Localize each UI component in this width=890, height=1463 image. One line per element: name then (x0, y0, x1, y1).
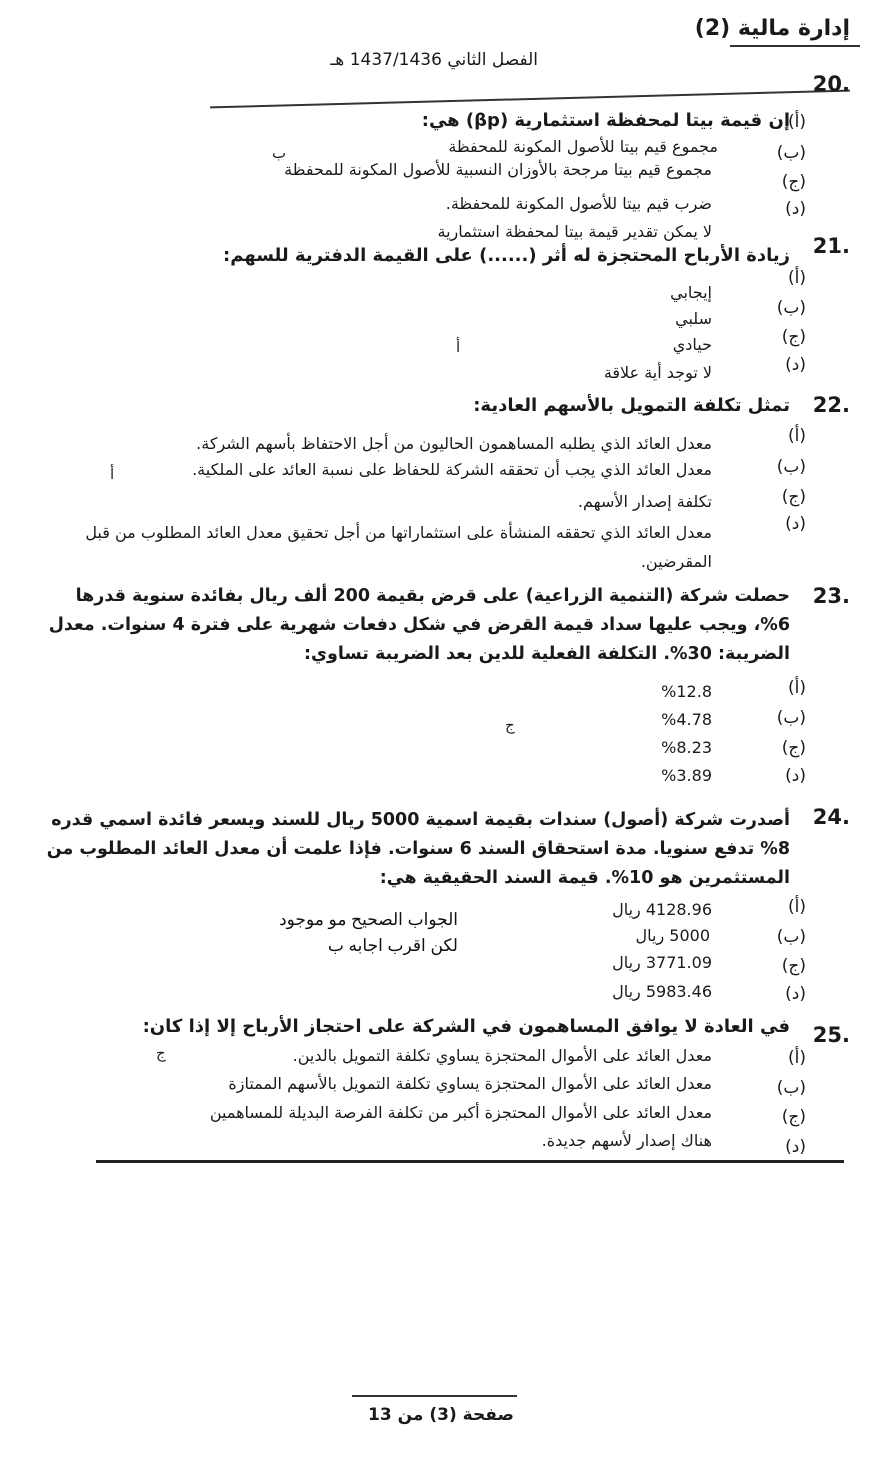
question-21-option-b: سلبي (675, 309, 712, 328)
question-20-option-a: مجموع قيم بيتا للأصول المكونة للمحفظة (448, 137, 718, 156)
question-25-option-a-letter: (أ) (787, 1048, 806, 1068)
question-23-option-a: %12.8 (661, 682, 712, 701)
question-24-option-a: 4128.96 ريال (612, 900, 712, 919)
question-23-option-c-letter: (ج) (781, 738, 806, 758)
question-20-text: إن قيمة بيتا لمحفظة استثمارية (βp) هي: (421, 110, 790, 131)
question-23-number: 23. (812, 584, 850, 608)
question-22-option-b-letter: (ب) (776, 457, 806, 477)
question-21-handwritten-answer: أ (456, 338, 461, 356)
question-24-option-c: 3771.09 ريال (612, 953, 712, 972)
page-number-label: صفحة (3) من 13 (368, 1405, 514, 1425)
question-20-option-b-letter: (ب) (776, 143, 806, 163)
question-23-option-d-letter: (د) (785, 766, 806, 786)
question-23-option-b: %4.78 (661, 710, 712, 729)
question-20-handwritten-answer: ب (272, 144, 287, 162)
header-rule (210, 90, 850, 109)
question-23-option-d: %3.89 (661, 766, 712, 785)
question-22-option-a: معدل العائد الذي يطلبه المساهمون الحاليون من أجل الاحتفاظ بأسهم الشركة. (196, 434, 712, 453)
question-24-option-a-letter: (أ) (787, 897, 806, 917)
question-24-number: 24. (812, 805, 850, 829)
question-25-option-a: معدل العائد على الأموال المحتجزة يساوي تكلفة التمويل بالدين. (292, 1046, 712, 1065)
footer-rule (96, 1160, 844, 1163)
header-top-rule (730, 45, 860, 47)
question-24-text: أصدرت شركة (أصول) سندات بقيمة اسمية 5000 ريال للسند ويسعر فائدة اسمي قدره 8% تدفع سنويا. مدة استحقاق السند 6 سنوات. فإذا علمت أن معدل العائد المطلوب من المستثمرين هو 10%. قيمة السند الحقيقية هي: (46, 810, 790, 888)
question-21-option-a: إيجابي (670, 283, 712, 302)
question-22-text: تمثل تكلفة التمويل بالأسهم العادية: (473, 395, 790, 416)
question-23-option-b-letter: (ب) (776, 708, 806, 728)
question-22-option-d-letter: (د) (785, 514, 806, 534)
question-24-option-b: 5000 ريال (635, 926, 710, 945)
question-25-text: في العادة لا يوافق المساهمون في الشركة على احتجاز الأرباح إلا إذا كان: (142, 1016, 790, 1037)
question-22-option-c: تكلفة إصدار الأسهم. (577, 492, 712, 511)
question-24-option-b-letter: (ب) (776, 927, 806, 947)
question-25-number: 25. (812, 1023, 850, 1047)
question-24-option-d: 5983.46 ريال (612, 982, 712, 1001)
question-21-option-d: لا توجد أية علاقة (603, 363, 712, 382)
question-25-option-c: معدل العائد على الأموال المحتجزة أكبر من تكلفة الفرصة البديلة للمساهمين (209, 1103, 712, 1122)
question-21-option-c-letter: (ج) (781, 327, 806, 347)
question-22-number: 22. (812, 393, 850, 417)
question-20-option-b: مجموع قيم بيتا مرجحة بالأوزان النسبية للأصول المكونة للمحفظة (284, 160, 712, 179)
question-22-option-b: معدل العائد الذي يجب أن تحققه الشركة للحفاظ على نسبة العائد على الملكية. (192, 460, 712, 479)
question-20-option-d: لا يمكن تقدير قيمة بيتا لمحفظة استثمارية (437, 222, 712, 241)
footer-page-rule (352, 1395, 517, 1397)
question-23-option-c: %8.23 (661, 738, 712, 757)
question-25-handwritten-answer: ج (156, 1044, 166, 1062)
question-25-option-d-letter: (د) (785, 1137, 806, 1157)
question-20-option-a-letter: (أ) (787, 112, 806, 132)
question-20-number: 20. (812, 72, 850, 96)
question-23-handwritten-answer: ج (505, 716, 515, 734)
question-25-option-d: هناك إصدار لأسهم جديدة. (541, 1131, 712, 1150)
question-22-option-c-letter: (ج) (781, 487, 806, 507)
question-21-number: 21. (812, 234, 850, 258)
question-22-option-d: معدل العائد الذي تحققه المنشأة على استثماراتها من أجل تحقيق معدل العائد المطلوب من قبل المقرضين. (85, 523, 712, 571)
question-20-option-c-letter: (ج) (781, 172, 806, 192)
question-24-option-d-letter: (د) (785, 984, 806, 1004)
question-24-option-c-letter: (ج) (781, 956, 806, 976)
question-21-option-a-letter: (أ) (787, 268, 806, 288)
question-21-option-c: حيادي (672, 335, 712, 354)
question-22-handwritten-answer: أ (110, 465, 115, 483)
question-21-option-d-letter: (د) (785, 355, 806, 375)
question-25-option-c-letter: (ج) (781, 1107, 806, 1127)
question-21-text: زيادة الأرباح المحتجزة له أثر (......) على القيمة الدفترية للسهم: (223, 245, 790, 266)
question-23-text: حصلت شركة (التنمية الزراعية) على قرض بقيمة 200 ألف ريال بفائدة سنوية قدرها 6%، ويجب عليها سداد قيمة القرض في شكل دفعات شهرية على فترة 4 سنوات. معدل الضريبة: 30%. التكلفة الفعلية للدين بعد الضريبة تساوي: (48, 586, 790, 664)
question-25-option-b: معدل العائد على الأموال المحتجزة يساوي تكلفة التمويل بالأسهم الممتازة (228, 1074, 712, 1093)
question-25-option-b-letter: (ب) (776, 1078, 806, 1098)
question-20-option-c: ضرب قيم بيتا للأصول المكونة للمحفظة. (445, 194, 712, 213)
question-22-option-a-letter: (أ) (787, 426, 806, 446)
course-title: إدارة مالية (2) (694, 16, 850, 41)
question-21-option-b-letter: (ب) (776, 298, 806, 318)
question-24-handwritten-note-line1: الجواب الصحيح مو موجود (279, 910, 458, 929)
semester-label: الفصل الثاني 1437/1436 هـ (330, 50, 538, 70)
question-20-option-d-letter: (د) (785, 199, 806, 219)
question-24-handwritten-note-line2: لكن اقرب اجابه ب (327, 936, 458, 955)
question-23-option-a-letter: (أ) (787, 678, 806, 698)
